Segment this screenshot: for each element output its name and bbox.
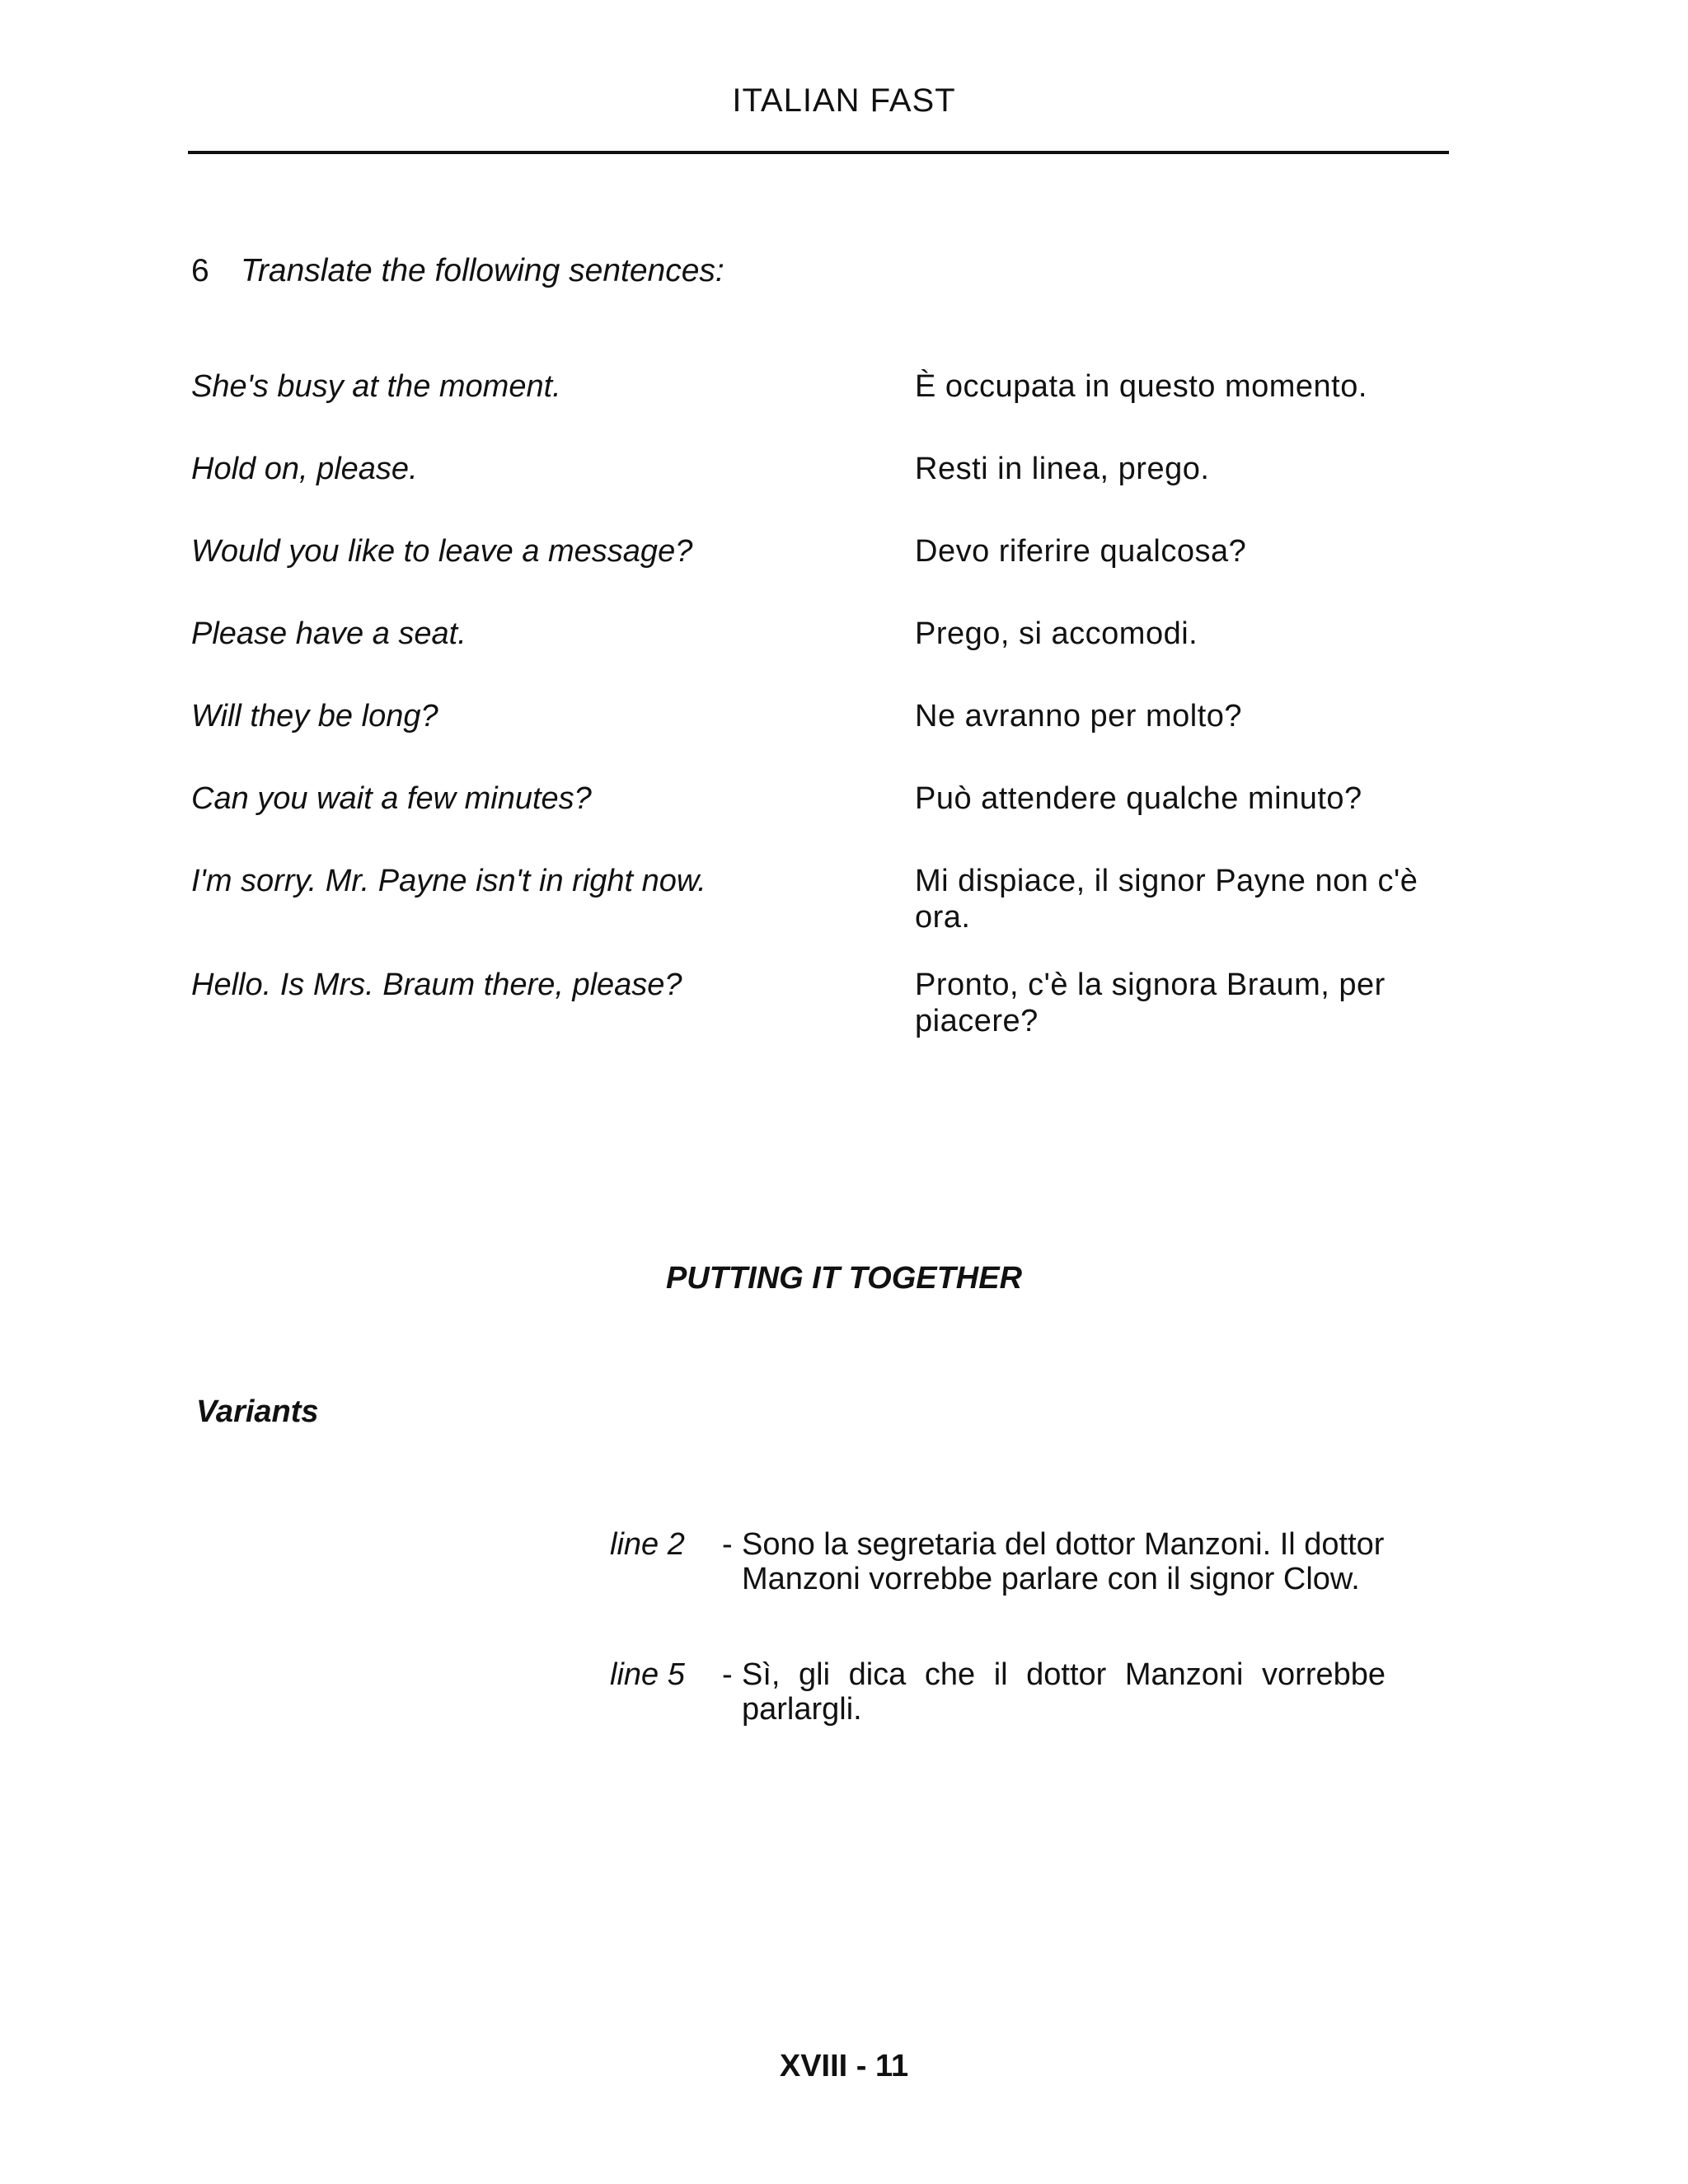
- exercise-instruction: Translate the following sentences:: [241, 253, 724, 288]
- variant-line-label: line 2: [610, 1527, 685, 1562]
- variant-text-continued: parlargli.: [742, 1692, 862, 1727]
- italian-translation: Ne avranno per molto?: [915, 699, 1243, 733]
- page-number: XVIII - 11: [779, 2049, 909, 2083]
- variant-line-label: line 5: [610, 1657, 685, 1692]
- italian-translation: Prego, si accomodi.: [915, 616, 1198, 651]
- header-rule: [188, 151, 1449, 154]
- english-sentence: Will they be long?: [191, 699, 438, 733]
- exercise-number: 6: [191, 253, 209, 288]
- variant-text: [722, 1527, 1489, 1596]
- italian-translation: Pronto, c'è la signora Braum, per piacere?: [915, 968, 1386, 1038]
- variant-dash: -: [722, 1527, 733, 1562]
- english-sentence: Please have a seat.: [191, 616, 467, 651]
- english-sentence: Hold on, please.: [191, 452, 418, 486]
- variant-text-first: Sì, gli dica che il dottor Manzoni vorrebbe: [742, 1657, 1386, 1692]
- variant-text-continued: Manzoni vorrebbe parlare con il signor Clow.: [742, 1562, 1360, 1596]
- italian-translation: Devo riferire qualcosa?: [915, 534, 1247, 569]
- variants-heading: Variants: [196, 1394, 319, 1429]
- variant-text: [722, 1657, 1489, 1727]
- variant-dash: -: [722, 1657, 733, 1692]
- english-sentence: She's busy at the moment.: [191, 369, 561, 404]
- running-title: ITALIAN FAST: [732, 82, 956, 119]
- italian-translation: Può attendere qualche minuto?: [915, 781, 1362, 816]
- variant-text-first: Sono la segretaria del dottor Manzoni. Il dottor: [742, 1527, 1385, 1562]
- english-sentence: Can you wait a few minutes?: [191, 781, 592, 816]
- english-sentence: I'm sorry. Mr. Payne isn't in right now.: [191, 864, 706, 898]
- italian-translation: Resti in linea, prego.: [915, 452, 1210, 486]
- english-sentence: Hello. Is Mrs. Braum there, please?: [191, 968, 682, 1002]
- section-title: PUTTING IT TOGETHER: [665, 1261, 1023, 1296]
- italian-translation: Mi dispiace, il signor Payne non c'è ora.: [915, 864, 1418, 935]
- english-sentence: Would you like to leave a message?: [191, 534, 693, 569]
- italian-translation: È occupata in questo momento.: [915, 369, 1367, 404]
- exercise-heading: [191, 253, 724, 289]
